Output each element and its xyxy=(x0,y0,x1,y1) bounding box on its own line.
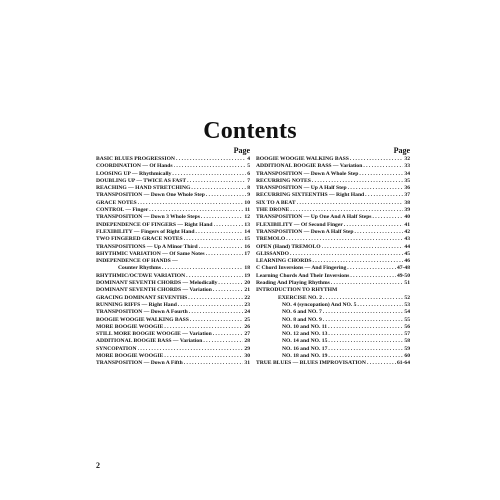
toc-entry xyxy=(96,229,250,236)
dot-leader xyxy=(191,185,246,192)
toc-entry xyxy=(256,258,410,265)
toc-left-column xyxy=(96,146,250,368)
toc-entry xyxy=(256,236,410,243)
toc-entry-page: 40 xyxy=(404,214,410,221)
toc-entry-title: TRANSPOSITION — Down A Whole Step xyxy=(256,170,359,177)
toc-entry xyxy=(96,171,250,178)
page-column-header: Page xyxy=(233,146,250,155)
toc-entry-page: 12 xyxy=(244,214,250,221)
toc-entry-title: ADDITIONAL BOOGIE BASS — Variation xyxy=(256,163,363,170)
toc-entry-page: 55 xyxy=(404,316,410,323)
toc-entry xyxy=(256,185,410,192)
page-title: Contents xyxy=(203,118,297,144)
toc-entry-title: MORE BOOGIE WOOGIE xyxy=(96,353,164,360)
toc-entry-page: 59 xyxy=(404,345,410,352)
toc-entry-title: RHYTHMIC/OCTAVE VARIATION xyxy=(96,272,186,279)
dot-leader xyxy=(323,295,403,302)
toc-entry-title: COORDINATION — Of Hands xyxy=(96,163,173,170)
dot-leader xyxy=(367,360,396,367)
toc-entry-title: Learning Chords And Their Inversions xyxy=(256,272,350,279)
toc-entry-title: DOMINANT SEVENTH CHORDS — Variation xyxy=(96,287,212,294)
toc-entry xyxy=(256,346,410,353)
dot-leader xyxy=(297,200,404,207)
toc-entry-page: 52 xyxy=(404,294,410,301)
toc-entry-title: NO. 12 and NO. 13 xyxy=(282,331,328,338)
toc-entry xyxy=(96,258,250,265)
dot-leader xyxy=(178,302,244,309)
toc-entry-title: MORE BOOGIE WOOGIE xyxy=(96,323,164,330)
toc-entry-title: DOMINANT SEVENTH CHORDS — Melodically xyxy=(96,280,218,287)
toc-entry-title: Counter Rhythms xyxy=(118,265,161,272)
toc-entry xyxy=(256,251,410,258)
dot-leader xyxy=(203,338,243,345)
dot-leader xyxy=(328,331,403,338)
dot-leader xyxy=(190,317,244,324)
toc-entry xyxy=(96,317,250,324)
toc-entry-page: 42 xyxy=(404,228,410,235)
toc-entry-page: 34 xyxy=(404,170,410,177)
toc-entry-page: 11 xyxy=(244,207,250,214)
toc-entry xyxy=(96,185,250,192)
toc-entry xyxy=(96,251,250,258)
toc-entry-title: STILL MORE BOOGIE WOOGIE — Variation xyxy=(96,331,212,338)
toc-entry xyxy=(256,324,410,331)
toc-entry xyxy=(256,192,410,199)
dot-leader xyxy=(176,156,246,163)
toc-entry xyxy=(96,346,250,353)
toc-entry-page: 26 xyxy=(244,323,250,330)
dot-leader xyxy=(138,200,244,207)
dot-leader xyxy=(206,192,246,199)
toc-entry-title: GRACE NOTES xyxy=(96,199,137,206)
toc-entry-page: 54 xyxy=(404,309,410,316)
toc-entry-page: 28 xyxy=(244,338,250,345)
toc-entry-page: 47-48 xyxy=(396,265,410,272)
toc-entry-title: NO. 6 and NO. 7 xyxy=(282,309,322,316)
toc-entry-page: 61-64 xyxy=(396,360,410,367)
toc-entry-page: 51 xyxy=(404,280,410,287)
toc-entry-page: 8 xyxy=(247,185,250,192)
toc-entry xyxy=(256,317,410,324)
toc-entry-page: 37 xyxy=(404,192,410,199)
toc-entry-page: 4 xyxy=(247,156,250,162)
toc-entry xyxy=(256,178,410,185)
dot-leader xyxy=(286,236,403,243)
dot-leader xyxy=(138,346,244,353)
toc-entry xyxy=(256,200,410,207)
dot-leader xyxy=(328,324,403,331)
toc-entry-page: 36 xyxy=(404,185,410,192)
toc-entry xyxy=(256,214,410,221)
toc-entry xyxy=(256,171,410,178)
toc-entry-title: TRANSPOSITION — Down A Half Step xyxy=(256,228,354,235)
toc-entry-page: 22 xyxy=(244,294,250,301)
dot-leader xyxy=(328,353,403,360)
dot-leader xyxy=(149,207,243,214)
toc-entry-page: 46 xyxy=(404,258,410,265)
toc-entry xyxy=(96,287,250,294)
dot-leader xyxy=(372,214,403,221)
toc-entry-page: 27 xyxy=(244,331,250,338)
toc-entry xyxy=(96,280,250,287)
toc-entry-title: LOOSING UP — Rhythmically xyxy=(96,170,172,177)
toc-entry-title: GRACING DOMINANT SEVENTHS xyxy=(96,294,188,301)
toc-entry xyxy=(96,163,250,170)
toc-entry-page: 9 xyxy=(247,192,250,199)
toc-entry xyxy=(96,273,250,280)
toc-entry-title: NO. 4 (syncopation) And NO. 5 xyxy=(282,301,357,308)
dot-leader xyxy=(199,244,244,251)
toc-entry-title: Reading And Playing Rhythms xyxy=(256,280,330,287)
toc-entry-title: INTRODUCTION TO RHYTHM xyxy=(256,287,338,294)
toc-entry xyxy=(96,295,250,302)
toc-entry-page: 33 xyxy=(404,163,410,170)
dot-leader xyxy=(206,251,244,258)
dot-leader xyxy=(348,185,404,192)
toc-entry xyxy=(96,324,250,331)
toc-entry-title: EXERCISE NO. 2 xyxy=(278,294,322,301)
toc-entry-page: 56 xyxy=(404,323,410,330)
dot-leader xyxy=(164,324,243,331)
toc-entry-page: 35 xyxy=(404,177,410,184)
toc-entry-page: 41 xyxy=(404,221,410,228)
toc-entry-title: INDEPENDENCE OF HANDS — xyxy=(96,258,178,265)
toc-entry-page: 17 xyxy=(244,250,250,257)
toc-entry xyxy=(256,302,410,309)
toc-entry-page: 38 xyxy=(404,199,410,206)
toc-entry xyxy=(96,200,250,207)
toc-entry-page: 16 xyxy=(244,243,250,250)
toc-entry-title: BOOGIE WOOGIE WALKING BASS xyxy=(256,156,349,162)
dot-leader xyxy=(172,171,246,178)
toc-entry xyxy=(256,222,410,229)
dot-leader xyxy=(186,273,243,280)
toc-entry xyxy=(96,302,250,309)
dot-leader xyxy=(213,287,244,294)
toc-entry-title: RECURRING SIXTEENTHS — Right Hand xyxy=(256,192,365,199)
toc-entry-title: NO. 10 and NO. 11 xyxy=(282,323,328,330)
dot-leader xyxy=(218,280,243,287)
dot-leader xyxy=(347,265,396,272)
toc-entry-title: NO. 16 and NO. 17 xyxy=(282,345,328,352)
toc-entry xyxy=(96,353,250,360)
dot-leader xyxy=(164,353,243,360)
toc-entry-title: RUNNING RIFFS — Right Hand xyxy=(96,301,177,308)
toc-entry xyxy=(96,236,250,243)
dot-leader xyxy=(322,244,404,251)
dot-leader xyxy=(350,156,404,163)
dot-leader xyxy=(363,163,403,170)
toc-entry xyxy=(96,309,250,316)
toc-entry-title: BOOGIE WOOGIE WALKING BASS xyxy=(96,316,189,323)
toc-entry xyxy=(96,156,250,163)
dot-leader xyxy=(331,280,404,287)
toc-entry-title: ADDITIONAL BOOGIE BASS — Variation xyxy=(96,338,203,345)
dot-leader xyxy=(188,295,243,302)
toc-entry xyxy=(256,244,410,251)
toc-entry-page: 18 xyxy=(244,265,250,272)
toc-entry-title: THE DRONE xyxy=(256,207,290,214)
page-column-header: Page xyxy=(393,146,410,155)
toc-entry xyxy=(96,222,250,229)
toc-entry xyxy=(256,163,410,170)
toc-entry-page: 31 xyxy=(244,360,250,367)
toc-entry-page: 43 xyxy=(404,236,410,243)
dot-leader xyxy=(213,331,244,338)
toc-left-list xyxy=(96,156,250,368)
toc-entry-page: 10 xyxy=(244,199,250,206)
toc-entry-page: 23 xyxy=(244,301,250,308)
toc-entry-title: TRANSPOSITION — Down One Whole Step xyxy=(96,192,205,199)
toc-entry-title: RECURRING NOTES xyxy=(256,177,311,184)
toc-entry xyxy=(256,156,410,163)
toc-entry-title: LEARNING CHORDS xyxy=(256,258,312,265)
toc-entry-title: NO. 18 and NO. 19 xyxy=(282,353,328,360)
toc-entry xyxy=(256,353,410,360)
toc-entry-title: FLEXIBILITY — Of Second Finger xyxy=(256,221,343,228)
toc-entry-title: OPEN (Hand) TREMOLO xyxy=(256,243,321,250)
toc-entry-title: TWO FINGERED GRACE NOTES xyxy=(96,236,183,243)
toc-entry xyxy=(96,178,250,185)
dot-leader xyxy=(359,171,403,178)
toc-entry-page: 13 xyxy=(244,221,250,228)
toc-entry-title: TRANSPOSITION — Down 3 Whole Steps xyxy=(96,214,200,221)
toc-entry-page: 6 xyxy=(247,170,250,177)
toc-entry-page: 7 xyxy=(247,177,250,184)
toc-entry xyxy=(96,331,250,338)
toc-entry xyxy=(256,207,410,214)
toc-entry-page: 15 xyxy=(244,236,250,243)
dot-leader xyxy=(365,192,403,199)
dot-leader xyxy=(323,309,404,316)
toc-entry xyxy=(256,287,410,294)
dot-leader xyxy=(357,302,403,309)
toc-entry xyxy=(256,338,410,345)
toc-entry xyxy=(96,338,250,345)
toc-entry-page: 21 xyxy=(244,287,250,294)
toc-entry-title: TRANSPOSITIONS — Up A Minor Third xyxy=(96,243,198,250)
toc-right-list xyxy=(256,156,410,368)
toc-entry-page: 14 xyxy=(244,228,250,235)
toc-entry-page: 53 xyxy=(404,301,410,308)
toc-entry xyxy=(256,280,410,287)
toc-entry xyxy=(96,192,250,199)
dot-leader xyxy=(328,346,403,353)
toc-entry-title: C Chord Inversions — And Fingering xyxy=(256,265,347,272)
dot-leader xyxy=(189,309,244,316)
toc-entry xyxy=(256,295,410,302)
toc-right-column xyxy=(256,146,410,368)
dot-leader xyxy=(214,222,244,229)
dot-leader xyxy=(350,273,396,280)
toc-entry-title: BASIC BLUES PROGRESSION xyxy=(96,156,175,162)
toc-entry-page: 57 xyxy=(404,331,410,338)
dot-leader xyxy=(201,214,244,221)
toc-entry-page: 19 xyxy=(244,272,250,279)
toc-entry xyxy=(96,244,250,251)
toc-entry-page: 24 xyxy=(244,309,250,316)
toc-entry-title: SIX TO A BEAT xyxy=(256,199,296,206)
toc-entry-page: 5 xyxy=(247,163,250,170)
toc-entry xyxy=(256,273,410,280)
toc-entry xyxy=(96,360,250,367)
toc-entry-page: 25 xyxy=(244,316,250,323)
dot-leader xyxy=(187,178,246,185)
toc-entry-page: 58 xyxy=(404,338,410,345)
toc-entry xyxy=(256,229,410,236)
toc-entry-title: FLEXIBILITY — Fingers of Right Hand xyxy=(96,228,195,235)
dot-leader xyxy=(312,178,404,185)
toc-entry xyxy=(256,265,410,272)
toc-entry-page: 44 xyxy=(404,243,410,250)
toc-entry-page: 20 xyxy=(244,280,250,287)
toc-entry-title: TRANSPOSITION — Up A Half Step xyxy=(256,185,347,192)
toc-entry xyxy=(96,207,250,214)
toc-entry-page: 60 xyxy=(404,353,410,360)
toc-entry-title: INDEPENDENCE OF FINGERS — Right Hand xyxy=(96,221,213,228)
toc-entry-title: NO. 14 and NO. 15 xyxy=(282,338,328,345)
toc-entry xyxy=(96,265,250,272)
dot-leader xyxy=(290,251,403,258)
dot-leader xyxy=(344,222,404,229)
dot-leader xyxy=(354,229,403,236)
dot-leader xyxy=(195,229,243,236)
toc-entry-title: DOUBLING UP — TWICE AS FAST xyxy=(96,177,187,184)
toc-entry xyxy=(256,331,410,338)
toc-entry-page: 49-50 xyxy=(396,272,410,279)
toc-entry xyxy=(256,360,410,367)
dot-leader xyxy=(312,258,403,265)
toc-entry-page: 39 xyxy=(404,207,410,214)
toc-entry-title: RHYTHMIC VARIATION — Of Same Notes xyxy=(96,250,205,257)
toc-entry-title: NO. 8 and NO. 9 xyxy=(282,316,322,323)
dot-leader xyxy=(184,236,244,243)
toc-entry-page: 30 xyxy=(244,353,250,360)
toc-entry xyxy=(96,214,250,221)
dot-leader xyxy=(328,338,403,345)
toc-entry-title: TRANSPOSITION — Up One And A Half Steps xyxy=(256,214,372,221)
dot-leader xyxy=(174,163,247,170)
toc-entry-page: 32 xyxy=(404,156,410,162)
toc-entry-title: TRANSPOSITION — Down A Fifth xyxy=(96,360,183,367)
toc-entry-title: TREMOLO xyxy=(256,236,286,243)
toc-entry-page: 45 xyxy=(404,250,410,257)
toc-entry-title: SYNCOPATION xyxy=(96,345,137,352)
dot-leader xyxy=(162,265,243,272)
toc-entry xyxy=(256,309,410,316)
toc-entry-title: TRANSPOSITION — Down A Fourth xyxy=(96,309,188,316)
toc-entry-title: REACHING — HAND STRETCHING xyxy=(96,185,191,192)
toc-entry-title: TRUE BLUES — BLUES IMPROVISATION xyxy=(256,360,366,367)
dot-leader xyxy=(323,317,404,324)
toc-entry-page: 29 xyxy=(244,345,250,352)
toc-entry-title: GLISSANDO xyxy=(256,250,289,257)
dot-leader xyxy=(290,207,403,214)
toc-entry-title: CONTROL — Finger xyxy=(96,207,149,214)
dot-leader xyxy=(184,360,244,367)
page-number: 2 xyxy=(96,461,100,470)
